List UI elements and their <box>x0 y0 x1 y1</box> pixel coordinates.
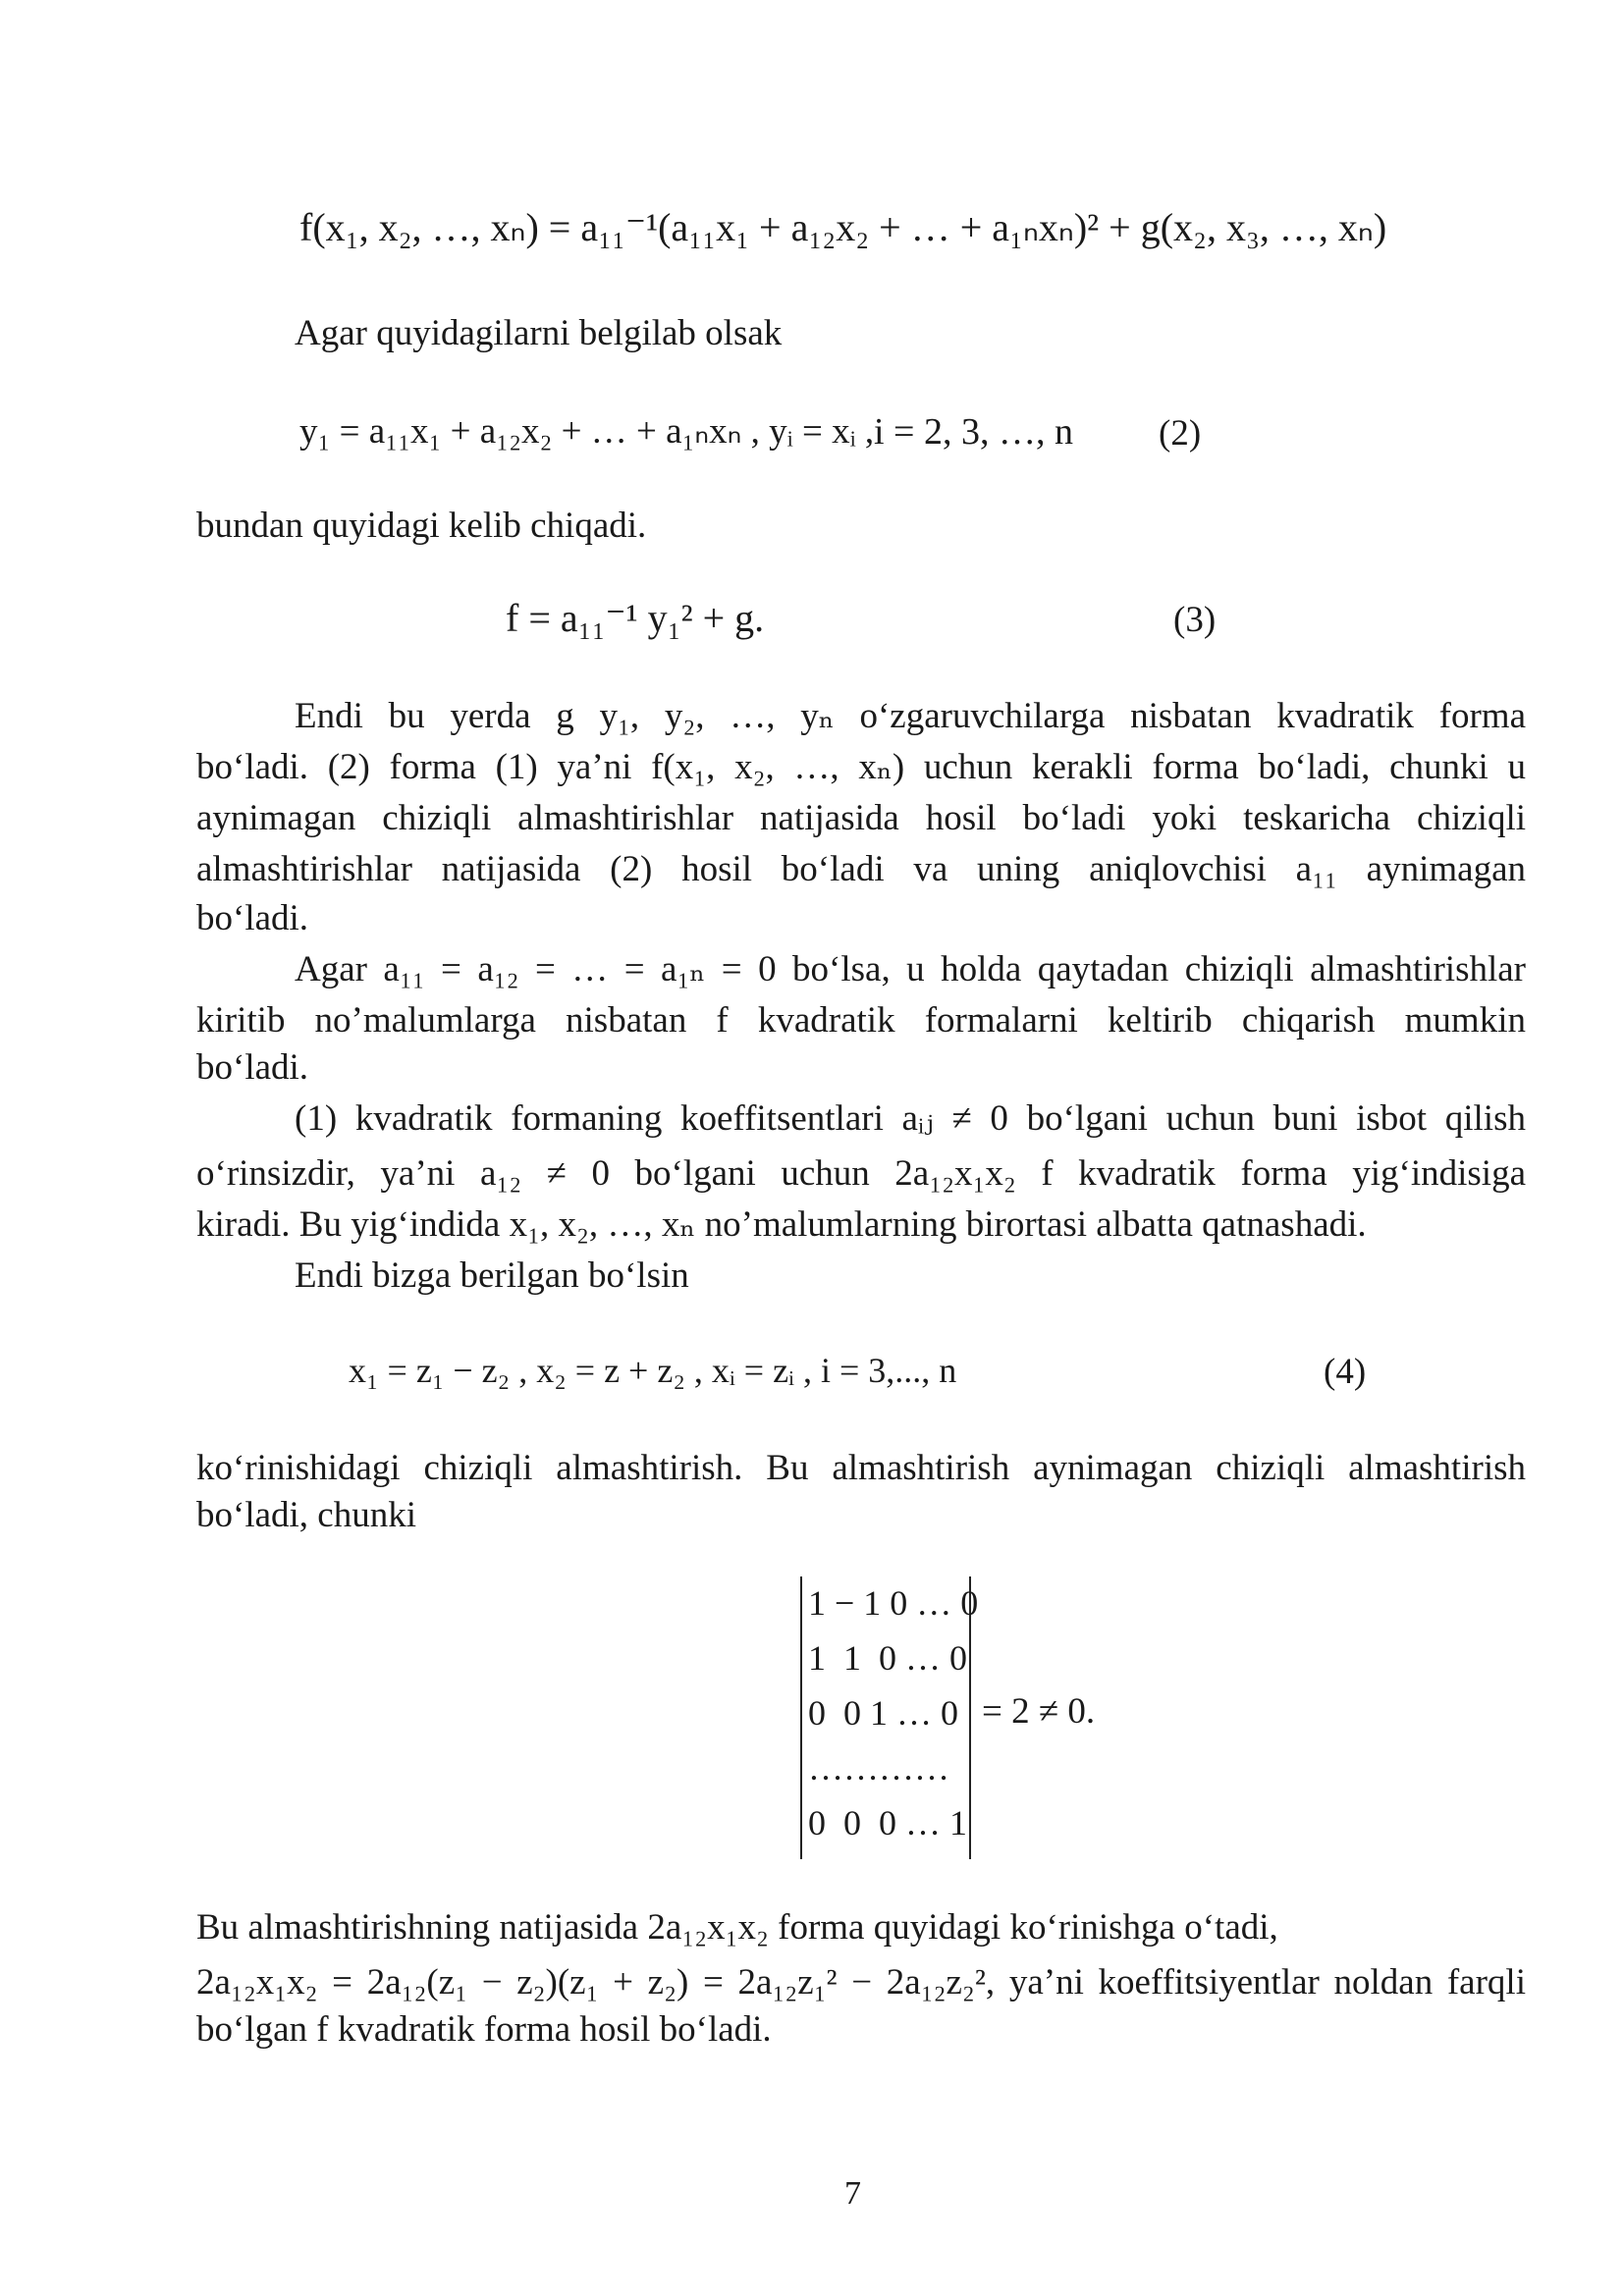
paragraph-korinish-line-1: ko‘rinishidagi chiziqli almashtirish. Bu almashtirish aynimagan chiziqli almashtirish <box>196 1448 1526 1488</box>
paragraph-endi-line-5: bo‘ladi. <box>196 898 309 938</box>
paragraph-endi-line-4: almashtirishlar natijasida (2) hosil bo‘ladi va uning aniqlovchisi a₁₁ aynimagan <box>196 849 1526 889</box>
determinant <box>800 1576 979 1859</box>
paragraph-agar2-line-3: bo‘ladi. <box>196 1047 309 1088</box>
determinant-row: 1 − 1 0 … 0 <box>808 1583 979 1623</box>
paragraph-bu-line-2: 2a₁₂x₁x₂ = 2a₁₂(z₁ − z₂)(z₁ + z₂) = 2a₁₂z₁² − 2a₁₂z₂², ya’ni koeffitsiyentlar noldan farqli <box>196 1962 1526 2002</box>
page-number: 7 <box>844 2175 861 2212</box>
paragraph-bu-line-1: Bu almashtirishning natijasida 2a₁₂x₁x₂ forma quyidagi ko‘rinishga o‘tadi, <box>196 1907 1278 1948</box>
paragraph-agar: Agar quyidagilarni belgilab olsak <box>295 313 783 353</box>
paragraph-endi-line-1: Endi bu yerda g y₁, y₂, …, yₙ o‘zgaruvchilarga nisbatan kvadratik forma <box>295 696 1526 736</box>
paragraph-kvadratik-line-3: kiradi. Bu yig‘indida x₁, x₂, …, xₙ no’malumlarning birortasi albatta qatnashadi. <box>196 1204 1367 1245</box>
paragraph-endi-bizga: Endi bizga berilgan bo‘lsin <box>295 1255 689 1296</box>
determinant-value: = 2 ≠ 0. <box>982 1691 1096 1732</box>
paragraph-endi-line-3: aynimagan chiziqli almashtirishlar natijasida hosil bo‘ladi yoki teskaricha chiziqli <box>196 798 1526 838</box>
paragraph-bundan: bundan quyidagi kelib chiqadi. <box>196 506 647 546</box>
paragraph-endi-line-2: bo‘ladi. (2) forma (1) ya’ni f(x₁, x₂, …, xₙ) uchun kerakli forma bo‘ladi, chunki u <box>196 747 1526 787</box>
equation-number-4: (4) <box>1324 1352 1367 1392</box>
formula-2: y₁ = a₁₁x₁ + a₁₂x₂ + … + a₁ₙxₙ , yᵢ = xᵢ , <box>299 411 875 452</box>
determinant-row: 0 0 0 … 1 <box>808 1803 967 1842</box>
determinant-row: 1 1 0 … 0 <box>808 1638 967 1678</box>
formula-1: f(x₁, x₂, …, xₙ) = a₁₁⁻¹(a₁₁x₁ + a₁₂x₂ + … + a₁ₙxₙ)² + g(x₂, x₃, …, xₙ) <box>299 205 1387 249</box>
paragraph-kvadratik-line-2: o‘rinsizdir, ya’ni a₁₂ ≠ 0 bo‘lgani uchun 2a₁₂x₁x₂ f kvadratik forma yig‘indisiga <box>196 1153 1526 1194</box>
paragraph-agar2-line-1: Agar a₁₁ = a₁₂ = … = a₁ₙ = 0 bo‘lsa, u holda qaytadan chiziqli almashtirishlar <box>295 949 1526 989</box>
formula-2-range: i = 2, 3, …, n <box>874 411 1073 453</box>
equation-number-3: (3) <box>1173 600 1217 640</box>
formula-4: x₁ = z₁ − z₂ , x₂ = z + z₂ , xᵢ = zᵢ , i = 3,..., n <box>349 1351 957 1390</box>
paragraph-bu-line-3: bo‘lgan f kvadratik forma hosil bo‘ladi. <box>196 2009 772 2050</box>
formula-3: f = a₁₁⁻¹ y₁² + g. <box>506 596 765 640</box>
paragraph-kvadratik-line-1: (1) kvadratik formaning koeffitsentlari aᵢⱼ ≠ 0 bo‘lgani uchun buni isbot qilish <box>295 1098 1526 1139</box>
determinant-row: 0 0 1 … 0 <box>808 1693 958 1733</box>
determinant-row: ………… <box>808 1748 949 1788</box>
equation-number-2: (2) <box>1159 413 1202 454</box>
paragraph-korinish-line-2: bo‘ladi, chunki <box>196 1495 417 1535</box>
paragraph-agar2-line-2: kiritib no’malumlarga nisbatan f kvadratik formalarni keltirib chiqarish mumkin <box>196 1000 1526 1041</box>
